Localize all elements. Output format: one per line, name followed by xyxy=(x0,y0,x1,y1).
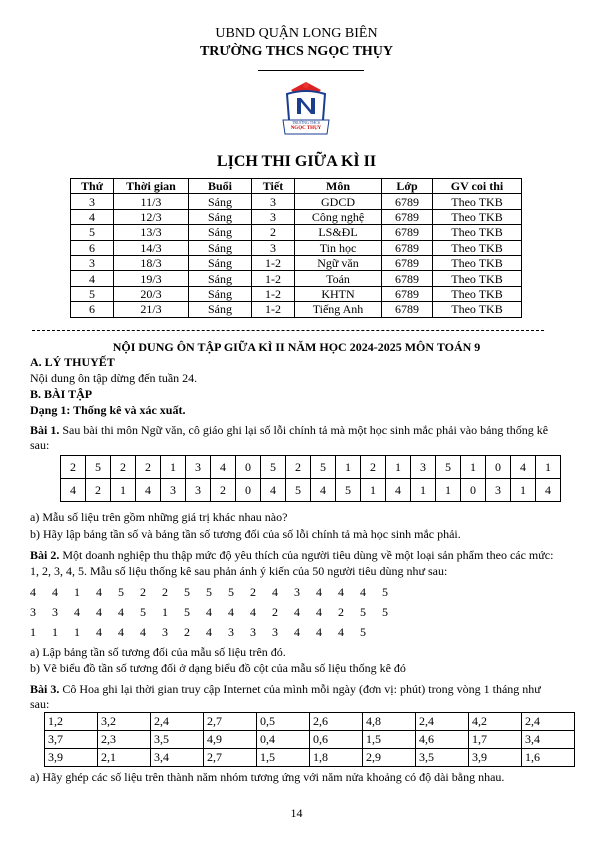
data-cell: 2,7 xyxy=(204,713,257,731)
exercise2-data-row xyxy=(30,625,382,640)
schedule-cell: 4 xyxy=(71,209,114,224)
data-cell: 1 xyxy=(511,479,536,502)
data-value: 1 xyxy=(74,585,80,599)
schedule-cell: 3 xyxy=(252,240,295,255)
exercise3-prompt-cont: sau: xyxy=(30,697,50,711)
table-row xyxy=(45,749,575,767)
data-value: 4 xyxy=(250,605,256,619)
schedule-cell: Theo TKB xyxy=(433,240,522,255)
data-cell: 1,2 xyxy=(45,713,98,731)
data-cell: 1 xyxy=(361,479,386,502)
schedule-cell: 1-2 xyxy=(252,302,295,317)
data-value: 3 xyxy=(30,605,36,619)
exercise1-question-b: b) Hãy lập bảng tần số và bảng tần số tương đối của số lỗi chính tả mà học sinh mắc phải. xyxy=(30,527,461,541)
section-b-heading: B. BÀI TẬP xyxy=(30,387,93,401)
schedule-cell: 6789 xyxy=(382,271,433,286)
section-a-text: Nội dung ôn tập dừng đến tuần 24. xyxy=(30,371,198,385)
schedule-cell: 18/3 xyxy=(114,255,189,270)
data-value: 3 xyxy=(250,625,256,639)
data-cell: 4 xyxy=(61,479,86,502)
schedule-cell: 5 xyxy=(71,225,114,240)
data-value: 4 xyxy=(360,585,366,599)
data-cell: 3,9 xyxy=(45,749,98,767)
data-cell: 1 xyxy=(111,479,136,502)
schedule-cell: Theo TKB xyxy=(433,209,522,224)
exercise3-text: Cô Hoa ghi lại thời gian truy cập Internet của mình mỗi ngày (đơn vị: phút) trong vòng 1 tháng như xyxy=(59,682,541,696)
data-cell: 3,4 xyxy=(151,749,204,767)
data-cell: 3 xyxy=(161,479,186,502)
col-header: Môn xyxy=(295,179,382,194)
schedule-cell: 3 xyxy=(252,209,295,224)
data-cell: 3 xyxy=(486,479,511,502)
schedule-cell: 1-2 xyxy=(252,255,295,270)
data-value: 3 xyxy=(52,605,58,619)
data-cell: 1 xyxy=(386,456,411,479)
data-cell: 1,6 xyxy=(522,749,575,767)
schedule-cell: Sáng xyxy=(189,225,252,240)
school-logo xyxy=(277,80,335,140)
data-cell: 2,4 xyxy=(151,713,204,731)
schedule-header-row xyxy=(71,179,522,194)
schedule-cell: 6789 xyxy=(382,302,433,317)
data-cell: 1 xyxy=(336,456,361,479)
data-value: 2 xyxy=(272,605,278,619)
data-cell: 4,6 xyxy=(416,731,469,749)
exercise3-data-table xyxy=(44,712,575,767)
section-a-heading: A. LÝ THUYẾT xyxy=(30,355,115,369)
data-cell: 2 xyxy=(286,456,311,479)
data-cell: 1 xyxy=(461,456,486,479)
data-cell: 5 xyxy=(286,479,311,502)
data-value: 5 xyxy=(140,605,146,619)
data-cell: 0,6 xyxy=(310,731,363,749)
data-cell: 0 xyxy=(461,479,486,502)
data-cell: 3,5 xyxy=(416,749,469,767)
data-cell: 1,8 xyxy=(310,749,363,767)
data-cell: 3,7 xyxy=(45,731,98,749)
schedule-cell: 5 xyxy=(71,286,114,301)
data-value: 5 xyxy=(360,605,366,619)
data-value: 5 xyxy=(382,605,388,619)
page-number: 14 xyxy=(290,806,303,820)
schedule-cell: 1-2 xyxy=(252,271,295,286)
exam-schedule-table xyxy=(70,178,522,318)
data-value: 3 xyxy=(228,625,234,639)
data-cell: 4 xyxy=(261,479,286,502)
exercise2-question-b: b) Vẽ biểu đồ tần số tương đối ở dạng biểu đồ cột của mẫu số liệu thống kê đó xyxy=(30,661,406,675)
data-cell: 1,5 xyxy=(257,749,310,767)
exercise2-text: Một doanh nghiệp thu thập mức độ yêu thích của người tiêu dùng về một loại sản phẩm theo các mức: xyxy=(59,548,554,562)
data-cell: 4,2 xyxy=(469,713,522,731)
schedule-cell: KHTN xyxy=(295,286,382,301)
logo-text-top: TRƯỜNG THCS xyxy=(291,120,321,125)
schedule-cell: 12/3 xyxy=(114,209,189,224)
data-value: 1 xyxy=(74,625,80,639)
data-cell: 4 xyxy=(311,479,336,502)
col-header: Lớp xyxy=(382,179,433,194)
schedule-cell: Theo TKB xyxy=(433,194,522,209)
school-name: TRƯỜNG THCS NGỌC THỤY xyxy=(199,44,394,59)
data-cell: 3,5 xyxy=(151,731,204,749)
data-value: 4 xyxy=(206,625,212,639)
schedule-cell: Theo TKB xyxy=(433,286,522,301)
data-value: 4 xyxy=(96,605,102,619)
data-value: 5 xyxy=(184,605,190,619)
exercise1-question-a: a) Mẫu số liệu trên gồm những giá trị khác nhau nào? xyxy=(30,510,288,524)
data-value: 3 xyxy=(272,625,278,639)
data-cell: 1 xyxy=(436,479,461,502)
schedule-cell: Theo TKB xyxy=(433,255,522,270)
schedule-row xyxy=(71,255,522,270)
data-cell: 0,4 xyxy=(257,731,310,749)
schedule-cell: Ngữ văn xyxy=(295,255,382,270)
data-value: 1 xyxy=(30,625,36,639)
schedule-cell: 21/3 xyxy=(114,302,189,317)
schedule-cell: 6 xyxy=(71,240,114,255)
data-cell: 1 xyxy=(536,456,561,479)
data-value: 2 xyxy=(338,605,344,619)
data-cell: 2,3 xyxy=(98,731,151,749)
schedule-cell: 13/3 xyxy=(114,225,189,240)
type1-heading: Dạng 1: Thống kê và xác xuất. xyxy=(30,403,186,417)
data-value: 4 xyxy=(338,585,344,599)
col-header: Thời gian xyxy=(114,179,189,194)
review-heading: NỘI DUNG ÔN TẬP GIỮA KÌ II NĂM HỌC 2024-2025 MÔN TOÁN 9 xyxy=(112,340,481,354)
schedule-cell: Sáng xyxy=(189,209,252,224)
data-cell: 2 xyxy=(361,456,386,479)
data-cell: 5 xyxy=(436,456,461,479)
data-cell: 4 xyxy=(211,456,236,479)
col-header: Tiết xyxy=(252,179,295,194)
data-value: 3 xyxy=(294,585,300,599)
exercise3-question-a: a) Hãy ghép các số liệu trên thành năm nhóm tương ứng với năm nửa khoảng có độ dài bằng nhau. xyxy=(30,770,505,784)
data-value: 4 xyxy=(316,585,322,599)
logo-text-bottom: NGỌC THỤY xyxy=(290,126,322,131)
data-cell: 5 xyxy=(311,456,336,479)
data-value: 1 xyxy=(52,625,58,639)
data-value: 4 xyxy=(52,585,58,599)
data-value: 4 xyxy=(118,625,124,639)
data-value: 2 xyxy=(250,585,256,599)
data-cell: 4 xyxy=(536,479,561,502)
authority-name: UBND QUẬN LONG BIÊN xyxy=(215,26,378,41)
data-cell: 5 xyxy=(86,456,111,479)
schedule-cell: 3 xyxy=(252,194,295,209)
data-value: 4 xyxy=(96,625,102,639)
schedule-cell: Sáng xyxy=(189,194,252,209)
data-value: 5 xyxy=(206,585,212,599)
exercise1-label: Bài 1. xyxy=(30,423,60,437)
schedule-row xyxy=(71,271,522,286)
data-cell: 5 xyxy=(336,479,361,502)
schedule-cell: 3 xyxy=(71,194,114,209)
schedule-row xyxy=(71,194,522,209)
schedule-cell: 6789 xyxy=(382,255,433,270)
data-cell: 2,6 xyxy=(310,713,363,731)
data-value: 4 xyxy=(30,585,36,599)
schedule-cell: LS&ĐL xyxy=(295,225,382,240)
table-row xyxy=(45,731,575,749)
schedule-cell: Tin học xyxy=(295,240,382,255)
data-value: 4 xyxy=(118,605,124,619)
exercise1-prompt-cont: sau: xyxy=(30,438,50,452)
col-header: GV coi thi xyxy=(433,179,522,194)
data-cell: 1,7 xyxy=(469,731,522,749)
data-value: 5 xyxy=(382,585,388,599)
data-cell: 2 xyxy=(211,479,236,502)
schedule-cell: Theo TKB xyxy=(433,302,522,317)
exercise2-prompt xyxy=(30,548,553,563)
data-cell: 3 xyxy=(411,456,436,479)
schedule-cell: Theo TKB xyxy=(433,225,522,240)
data-cell: 0 xyxy=(486,456,511,479)
schedule-cell: 2 xyxy=(252,225,295,240)
data-cell: 0 xyxy=(236,479,261,502)
table-row xyxy=(45,713,575,731)
data-value: 2 xyxy=(184,625,190,639)
schedule-cell: 6789 xyxy=(382,209,433,224)
schedule-cell: Toán xyxy=(295,271,382,286)
data-cell: 2,9 xyxy=(363,749,416,767)
col-header: Thứ xyxy=(71,179,114,194)
data-value: 4 xyxy=(294,605,300,619)
data-cell: 3 xyxy=(186,479,211,502)
data-value: 5 xyxy=(360,625,366,639)
data-value: 4 xyxy=(338,625,344,639)
data-cell: 2 xyxy=(86,479,111,502)
schedule-row xyxy=(71,209,522,224)
dashed-divider xyxy=(32,330,544,331)
exercise1-data-table xyxy=(60,455,561,502)
data-cell: 2 xyxy=(136,456,161,479)
schedule-row xyxy=(71,302,522,317)
schedule-cell: 1-2 xyxy=(252,286,295,301)
data-cell: 2,7 xyxy=(204,749,257,767)
data-cell: 3,4 xyxy=(522,731,575,749)
data-value: 4 xyxy=(316,625,322,639)
data-value: 5 xyxy=(228,585,234,599)
data-cell: 2 xyxy=(111,456,136,479)
data-cell: 1 xyxy=(411,479,436,502)
exercise2-data-row xyxy=(30,585,404,600)
exercise2-prompt-cont: 1, 2, 3, 4, 5. Mẫu số liệu thống kê sau phản ánh ý kiến của 50 người tiêu dùng như sau: xyxy=(30,564,448,578)
data-cell: 4 xyxy=(386,479,411,502)
schedule-cell: 19/3 xyxy=(114,271,189,286)
schedule-cell: Sáng xyxy=(189,271,252,286)
exercise3-prompt xyxy=(30,682,541,697)
data-cell: 5 xyxy=(261,456,286,479)
data-value: 5 xyxy=(118,585,124,599)
data-cell: 1,5 xyxy=(363,731,416,749)
exercise1-prompt xyxy=(30,423,548,438)
schedule-cell: 14/3 xyxy=(114,240,189,255)
schedule-cell: Công nghệ xyxy=(295,209,382,224)
data-cell: 3,2 xyxy=(98,713,151,731)
header-rule xyxy=(258,70,364,71)
data-value: 4 xyxy=(294,625,300,639)
data-value: 4 xyxy=(96,585,102,599)
data-cell: 2,4 xyxy=(416,713,469,731)
exercise3-label: Bài 3. xyxy=(30,682,60,696)
table-row xyxy=(61,456,561,479)
data-value: 2 xyxy=(140,585,146,599)
schedule-title: LỊCH THI GIỮA KÌ II xyxy=(216,153,377,170)
schedule-row xyxy=(71,240,522,255)
schedule-cell: Sáng xyxy=(189,286,252,301)
data-cell: 4 xyxy=(511,456,536,479)
data-cell: 2 xyxy=(61,456,86,479)
schedule-row xyxy=(71,225,522,240)
schedule-cell: 6789 xyxy=(382,286,433,301)
schedule-cell: Sáng xyxy=(189,255,252,270)
schedule-cell: 6789 xyxy=(382,194,433,209)
schedule-cell: Tiếng Anh xyxy=(295,302,382,317)
data-cell: 4,8 xyxy=(363,713,416,731)
schedule-cell: 11/3 xyxy=(114,194,189,209)
data-cell: 1 xyxy=(161,456,186,479)
data-cell: 2,1 xyxy=(98,749,151,767)
schedule-cell: Theo TKB xyxy=(433,271,522,286)
data-cell: 3,9 xyxy=(469,749,522,767)
data-value: 1 xyxy=(162,605,168,619)
data-cell: 3 xyxy=(186,456,211,479)
data-cell: 0 xyxy=(236,456,261,479)
exercise1-text: Sau bài thi môn Ngữ văn, cô giáo ghi lại số lỗi chính tả mà một học sinh mắc phải vào bảng thống kê xyxy=(59,423,549,437)
schedule-cell: 20/3 xyxy=(114,286,189,301)
data-value: 4 xyxy=(272,585,278,599)
table-row xyxy=(61,479,561,502)
col-header: Buổi xyxy=(189,179,252,194)
data-value: 4 xyxy=(316,605,322,619)
data-cell: 2,4 xyxy=(522,713,575,731)
schedule-cell: Sáng xyxy=(189,302,252,317)
data-value: 3 xyxy=(162,625,168,639)
schedule-cell: 6 xyxy=(71,302,114,317)
data-value: 4 xyxy=(228,605,234,619)
data-value: 4 xyxy=(140,625,146,639)
data-cell: 4,9 xyxy=(204,731,257,749)
schedule-row xyxy=(71,286,522,301)
data-cell: 0,5 xyxy=(257,713,310,731)
data-value: 4 xyxy=(74,605,80,619)
data-cell: 4 xyxy=(136,479,161,502)
data-value: 5 xyxy=(184,585,190,599)
schedule-cell: Sáng xyxy=(189,240,252,255)
schedule-cell: GDCD xyxy=(295,194,382,209)
exercise2-question-a: a) Lập bảng tần số tương đối của mẫu số liệu trên đó. xyxy=(30,645,286,659)
exercise2-label: Bài 2. xyxy=(30,548,60,562)
schedule-cell: 3 xyxy=(71,255,114,270)
schedule-cell: 6789 xyxy=(382,240,433,255)
exercise2-data-row xyxy=(30,605,404,620)
data-value: 4 xyxy=(206,605,212,619)
data-value: 2 xyxy=(162,585,168,599)
schedule-cell: 6789 xyxy=(382,225,433,240)
schedule-cell: 4 xyxy=(71,271,114,286)
